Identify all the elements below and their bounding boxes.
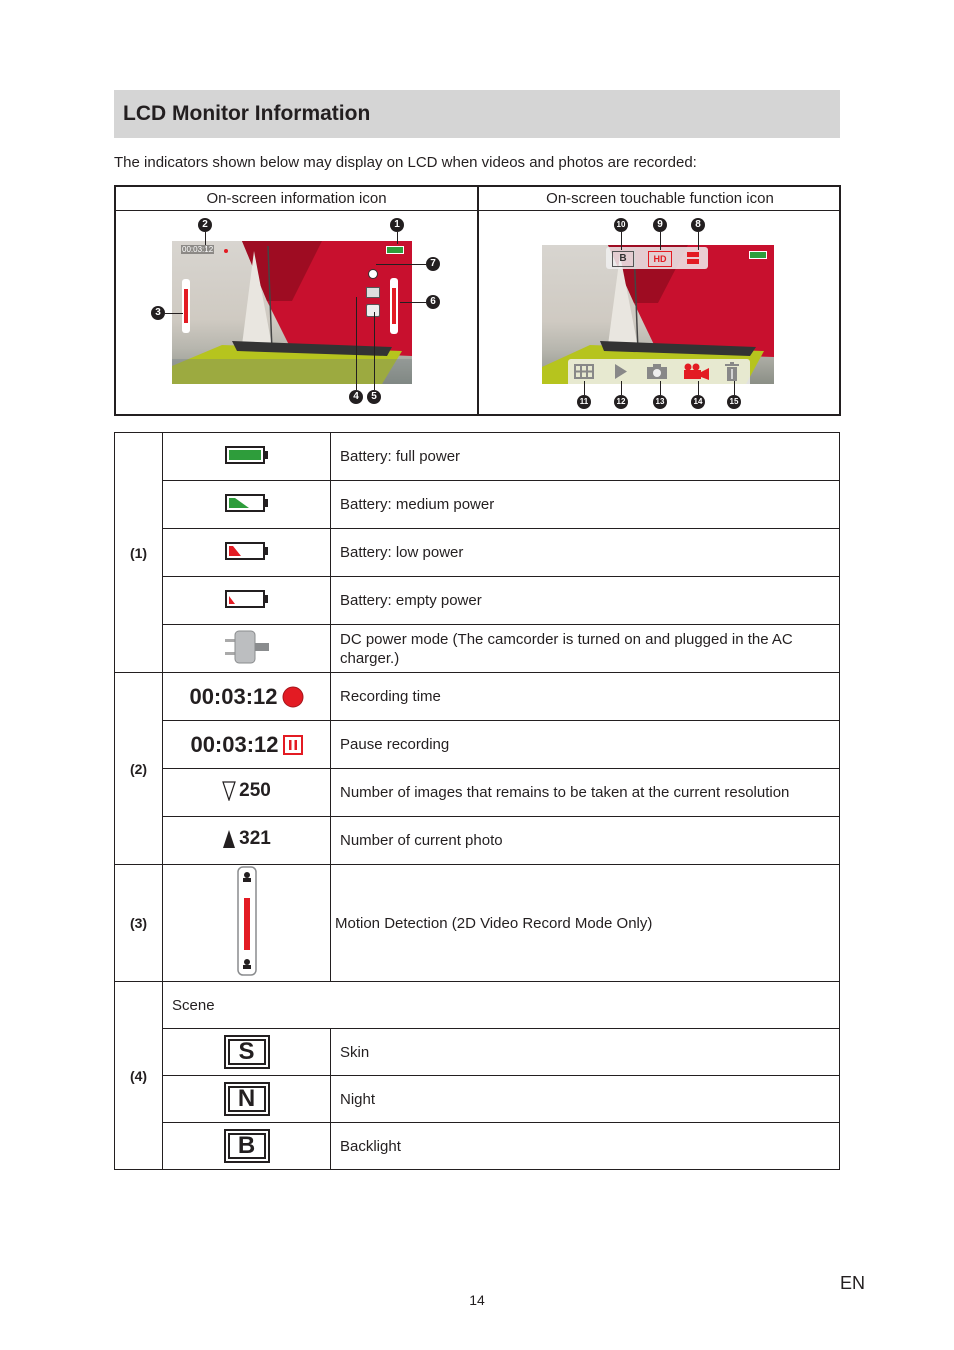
callout-12: 12 bbox=[614, 395, 628, 409]
overlay-motion-bar-icon bbox=[182, 279, 190, 333]
section-title-bar bbox=[114, 90, 840, 138]
group-label-3: (3) bbox=[115, 865, 163, 982]
remaining-images-indicator bbox=[222, 780, 271, 802]
figure-divider bbox=[477, 187, 479, 414]
battery-full-desc: Battery: full power bbox=[331, 433, 840, 481]
touch-scene-button[interactable]: B bbox=[612, 251, 634, 267]
backlight-desc: Backlight bbox=[331, 1123, 840, 1170]
callout-11: 11 bbox=[577, 395, 591, 409]
delete-icon[interactable] bbox=[724, 362, 740, 381]
battery-medium-icon bbox=[225, 494, 269, 512]
menu-icon bbox=[686, 251, 700, 265]
overlay-battery-icon bbox=[386, 246, 404, 254]
overlay-zoom-bar-icon bbox=[390, 278, 398, 334]
overlay-resolution-icon bbox=[366, 304, 380, 317]
overlay-timer-icon bbox=[368, 269, 378, 279]
motion-detection-desc: Motion Detection (2D Video Record Mode Only) bbox=[331, 865, 840, 982]
callout-8: 8 bbox=[691, 218, 705, 232]
group-label-1: (1) bbox=[115, 433, 163, 673]
left-figure-header: On-screen information icon bbox=[116, 187, 477, 211]
callout-14: 14 bbox=[691, 395, 705, 409]
dc-power-desc: DC power mode (The camcorder is turned on and plugged in the AC charger.) bbox=[331, 625, 840, 673]
callout-1: 1 bbox=[390, 218, 404, 232]
pause-icon bbox=[283, 735, 303, 755]
video-camera-icon[interactable] bbox=[682, 363, 710, 380]
remaining-images-desc: Number of images that remains to be taken at the current resolution bbox=[331, 769, 840, 817]
playback-icon[interactable] bbox=[614, 363, 628, 380]
record-dot-icon bbox=[282, 686, 304, 708]
recording-time-indicator bbox=[189, 684, 303, 710]
skin-desc: Skin bbox=[331, 1029, 840, 1076]
pause-time-indicator bbox=[190, 732, 302, 758]
remaining-images-value: 250 bbox=[239, 780, 271, 801]
skin-scene-icon: S bbox=[224, 1035, 270, 1069]
pause-time-value: 00:03:12 bbox=[190, 731, 279, 757]
right-lcd-photo bbox=[542, 245, 774, 384]
touch-resolution-button[interactable]: HD bbox=[648, 251, 672, 267]
figure-table bbox=[114, 185, 841, 416]
callout-9: 9 bbox=[653, 218, 667, 232]
callout-7: 7 bbox=[426, 257, 440, 271]
battery-low-icon bbox=[225, 542, 269, 560]
callout-5: 5 bbox=[367, 390, 381, 404]
touch-top-toolbar bbox=[606, 247, 708, 269]
callout-2: 2 bbox=[198, 218, 212, 232]
night-scene-icon: N bbox=[224, 1082, 270, 1116]
callout-13: 13 bbox=[653, 395, 667, 409]
night-desc: Night bbox=[331, 1076, 840, 1123]
left-lcd-photo bbox=[172, 241, 412, 384]
touch-bottom-toolbar bbox=[568, 359, 750, 384]
overlay-record-dot-icon bbox=[224, 249, 228, 253]
touch-battery-icon bbox=[749, 251, 767, 259]
current-photo-indicator bbox=[222, 828, 271, 850]
recording-time-desc: Recording time bbox=[331, 673, 840, 721]
right-figure-header: On-screen touchable function icon bbox=[479, 187, 841, 211]
indicator-table bbox=[114, 432, 840, 1170]
battery-medium-desc: Battery: medium power bbox=[331, 481, 840, 529]
current-photo-value: 321 bbox=[239, 828, 271, 849]
callout-3: 3 bbox=[151, 306, 165, 320]
battery-empty-desc: Battery: empty power bbox=[331, 577, 840, 625]
motion-detection-bar-icon bbox=[235, 866, 259, 976]
grid-thumbnail-icon[interactable] bbox=[574, 364, 594, 379]
battery-full-icon bbox=[225, 446, 269, 464]
down-triangle-icon bbox=[222, 781, 236, 801]
battery-empty-icon bbox=[225, 590, 269, 608]
current-photo-desc: Number of current photo bbox=[331, 817, 840, 865]
callout-4: 4 bbox=[349, 390, 363, 404]
overlay-scene-icon bbox=[366, 287, 380, 298]
intro-text: The indicators shown below may display on LCD when videos and photos are recorded: bbox=[114, 154, 697, 171]
camera-icon[interactable] bbox=[646, 363, 668, 380]
group-label-2: (2) bbox=[115, 673, 163, 865]
touch-menu-button[interactable] bbox=[686, 251, 700, 265]
scene-heading: Scene bbox=[163, 982, 840, 1029]
backlight-scene-icon: B bbox=[224, 1129, 270, 1163]
page-number: 14 bbox=[469, 1292, 485, 1308]
callout-10: 10 bbox=[614, 218, 628, 232]
group-label-4: (4) bbox=[115, 982, 163, 1170]
language-tag: EN bbox=[840, 1273, 866, 1293]
dc-power-plug-icon bbox=[223, 629, 271, 665]
section-title: LCD Monitor Information bbox=[123, 102, 371, 125]
recording-time-value: 00:03:12 bbox=[189, 683, 278, 709]
up-triangle-icon bbox=[222, 829, 236, 849]
battery-low-desc: Battery: low power bbox=[331, 529, 840, 577]
overlay-record-time: 00:03:12 bbox=[182, 245, 214, 254]
pause-desc: Pause recording bbox=[331, 721, 840, 769]
callout-15: 15 bbox=[727, 395, 741, 409]
callout-6: 6 bbox=[426, 295, 440, 309]
